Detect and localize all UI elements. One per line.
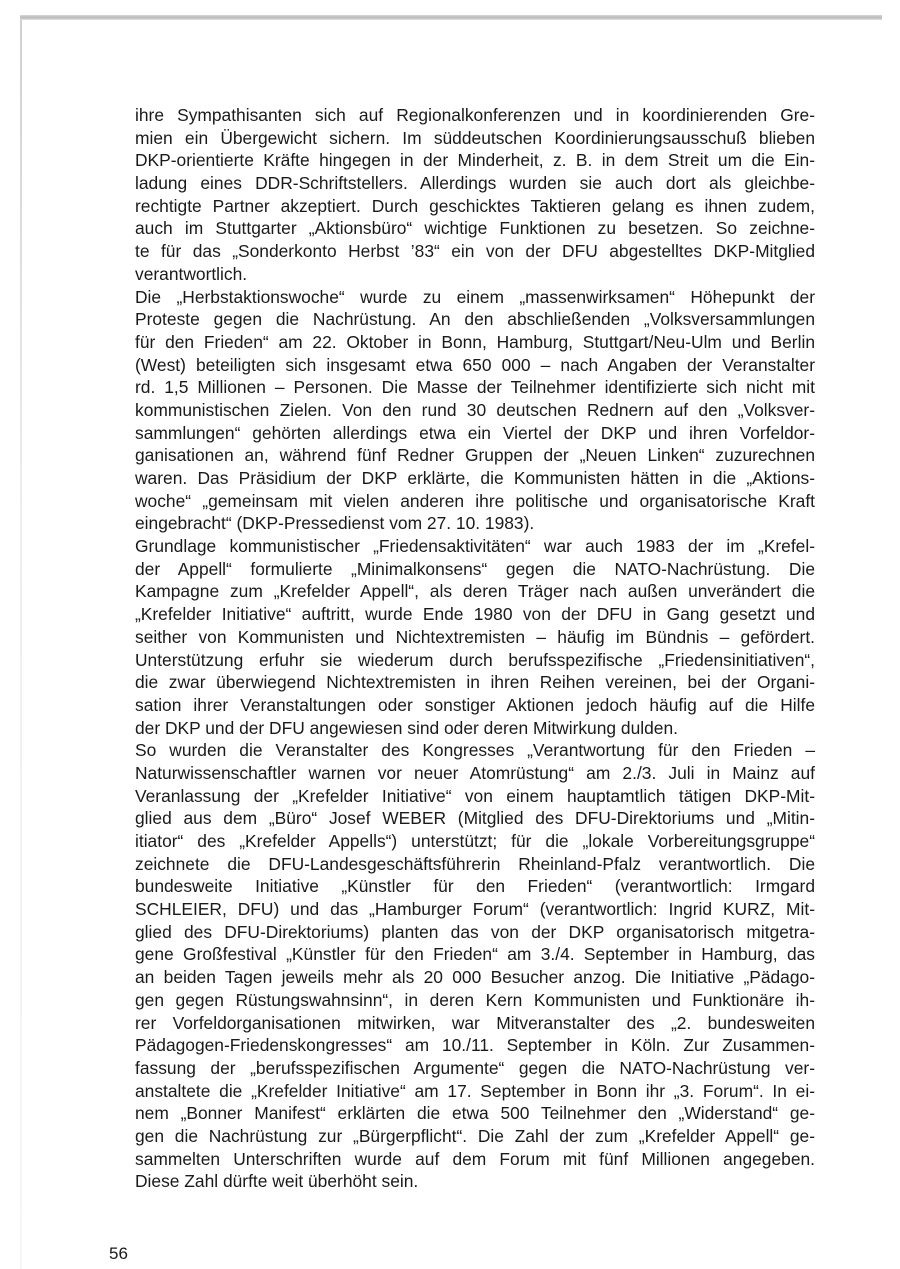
text-line: fassung der „berufsspezifischen Argumente“ gegen die NATO-Nachrüstung ver- xyxy=(135,1057,815,1078)
text-line: zeichnete die DFU-Landesgeschäftsführerin Rheinland-Pfalz verantwortlich. Die xyxy=(135,853,815,874)
text-line: So wurden die Veranstalter des Kongresses „Verantwortung für den Frieden – xyxy=(135,740,815,761)
text-line: seither von Kommunisten und Nichtextremisten – häufig im Bündnis – gefördert. xyxy=(135,626,815,647)
text-line: Diese Zahl dürfte weit überhöht sein. xyxy=(135,1171,419,1192)
text-line: Kampagne zum „Krefelder Appell“, als deren Träger nach außen unverändert die xyxy=(135,581,815,602)
text-line: waren. Das Präsidium der DKP erklärte, die Kommunisten hätten in die „Aktions- xyxy=(135,468,815,488)
text-line: „Krefelder Initiative“ auftritt, wurde Ende 1980 von der DFU in Gang gesetzt und xyxy=(135,604,815,625)
text-line: nem „Bonner Manifest“ erklärten die etwa 500 Teilnehmer den „Widerstand“ ge- xyxy=(135,1103,815,1124)
text-line: mien ein Übergewicht sichern. Im süddeutschen Koordinierungsausschuß blieben xyxy=(135,127,815,148)
text-line: Grundlage kommunistischer „Friedensaktivitäten“ war auch 1983 der im „Krefel- xyxy=(135,536,815,557)
text-line: SCHLEIER, DFU) und das „Hamburger Forum“ (verantwortlich: Ingrid KURZ, Mit- xyxy=(135,899,815,920)
text-line: itiator“ des „Krefelder Appells“) unterstützt; für die „lokale Vorbereitungsgruppe“ xyxy=(135,831,815,851)
text-line: Unterstützung erfuhr sie wiederum durch berufsspezifische „Friedensinitiativen“, xyxy=(135,649,815,670)
text-line: te für das „Sonderkonto Herbst ’83“ ein von der DFU abgestelltes DKP-Mitglied xyxy=(135,241,815,262)
text-line: verantwortlich. xyxy=(135,263,248,284)
text-line: ihre Sympathisanten sich auf Regionalkonferenzen und in koordinierenden Gre- xyxy=(135,105,815,125)
text-line: Pädagogen-Friedenskongresses“ am 10./11. September in Köln. Zur Zusammen- xyxy=(135,1035,815,1056)
scan-left-edge xyxy=(20,20,22,1269)
text-line: Die „Herbstaktionswoche“ wurde zu einem „massenwirksamen“ Höhepunkt der xyxy=(135,286,815,307)
text-line: DKP-orientierte Kräfte hingegen in der Minderheit, z. B. in dem Streit um die Ein- xyxy=(135,150,815,171)
text-line: kommunistischen Zielen. Von den rund 30 deutschen Rednern auf den „Volksver- xyxy=(135,399,815,420)
text-line: gene Großfestival „Künstler für den Frieden“ am 3./4. September in Hamburg, das xyxy=(135,944,815,965)
text-line: glied aus dem „Büro“ Josef WEBER (Mitglied des DFU-Direktoriums und „Mitin- xyxy=(135,808,815,829)
text-line: der DKP und der DFU angewiesen sind oder deren Mitwirkung dulden. xyxy=(135,717,678,738)
text-line: ladung eines DDR-Schriftstellers. Allerdings wurden sie auch dort als gleichbe- xyxy=(135,173,815,194)
text-line: rd. 1,5 Millionen – Personen. Die Masse der Teilnehmer identifizierte sich nicht mit xyxy=(135,377,815,398)
text-line: rechtigte Partner akzeptiert. Durch geschicktes Taktieren gelang es ihnen zudem, xyxy=(135,195,815,216)
text-line: sation ihrer Veranstaltungen oder sonstiger Aktionen jedoch häufig auf die Hilfe xyxy=(135,694,815,715)
text-line: der Appell“ formulierte „Minimalkonsens“ gegen die NATO-Nachrüstung. Die xyxy=(135,558,815,579)
text-line: glied des DFU-Direktoriums) planten das von der DKP organisatorisch mitgetra- xyxy=(135,921,815,942)
text-line: bundesweite Initiative „Künstler für den Frieden“ (verantwortlich: Irmgard xyxy=(135,876,815,897)
page-number: 56 xyxy=(109,1244,128,1263)
body-text xyxy=(135,104,815,1193)
text-line: an beiden Tagen jeweils mehr als 20 000 Besucher anzog. Die Initiative „Pädago- xyxy=(135,967,815,988)
text-line: die zwar überwiegend Nichtextremisten in ihren Reihen vereinen, bei der Organi- xyxy=(135,672,815,693)
text-line: woche“ „gemeinsam mit vielen anderen ihre politische und organisatorische Kraft xyxy=(135,490,815,511)
text-line: eingebracht“ (DKP-Pressedienst vom 27. 10. 1983). xyxy=(135,513,535,534)
text-line: sammlungen“ gehörten allerdings etwa ein Viertel der DKP und ihren Vorfeldor- xyxy=(135,422,815,443)
text-line: sammelten Unterschriften wurde auf dem Forum mit fünf Millionen angegeben. xyxy=(135,1148,815,1169)
text-line: ganisationen an, während fünf Redner Gruppen der „Neuen Linken“ zuzurechnen xyxy=(135,445,815,466)
text-line: rer Vorfeldorganisationen mitwirken, war Mitveranstalter des „2. bundesweiten xyxy=(135,1012,815,1033)
text-line: anstaltete die „Krefelder Initiative“ am 17. September in Bonn ihr „3. Forum“. In ei- xyxy=(135,1080,815,1101)
text-line: Veranlassung der „Krefelder Initiative“ von einem hauptamtlich tätigen DKP-Mit- xyxy=(135,785,815,806)
text-line: für den Frieden“ am 22. Oktober in Bonn, Hamburg, Stuttgart/Neu-Ulm und Berlin xyxy=(135,331,815,352)
scan-top-edge xyxy=(20,15,882,20)
text-line: auch im Stuttgarter „Aktionsbüro“ wichtige Funktionen zu besetzen. So zeichne- xyxy=(135,218,815,239)
text-line: gen gegen Rüstungswahnsinn“, in deren Kern Kommunisten und Funktionäre ih- xyxy=(135,989,815,1010)
text-line: Naturwissenschaftler warnen vor neuer Atomrüstung“ am 2./3. Juli in Mainz auf xyxy=(135,762,815,783)
text-line: gen die Nachrüstung zur „Bürgerpflicht“. Die Zahl der zum „Krefelder Appell“ ge- xyxy=(135,1125,815,1146)
text-line: Proteste gegen die Nachrüstung. An den abschließenden „Volksversammlungen xyxy=(135,309,815,330)
text-line: (West) beteiligten sich insgesamt etwa 650 000 – nach Angaben der Veranstalter xyxy=(135,354,815,375)
